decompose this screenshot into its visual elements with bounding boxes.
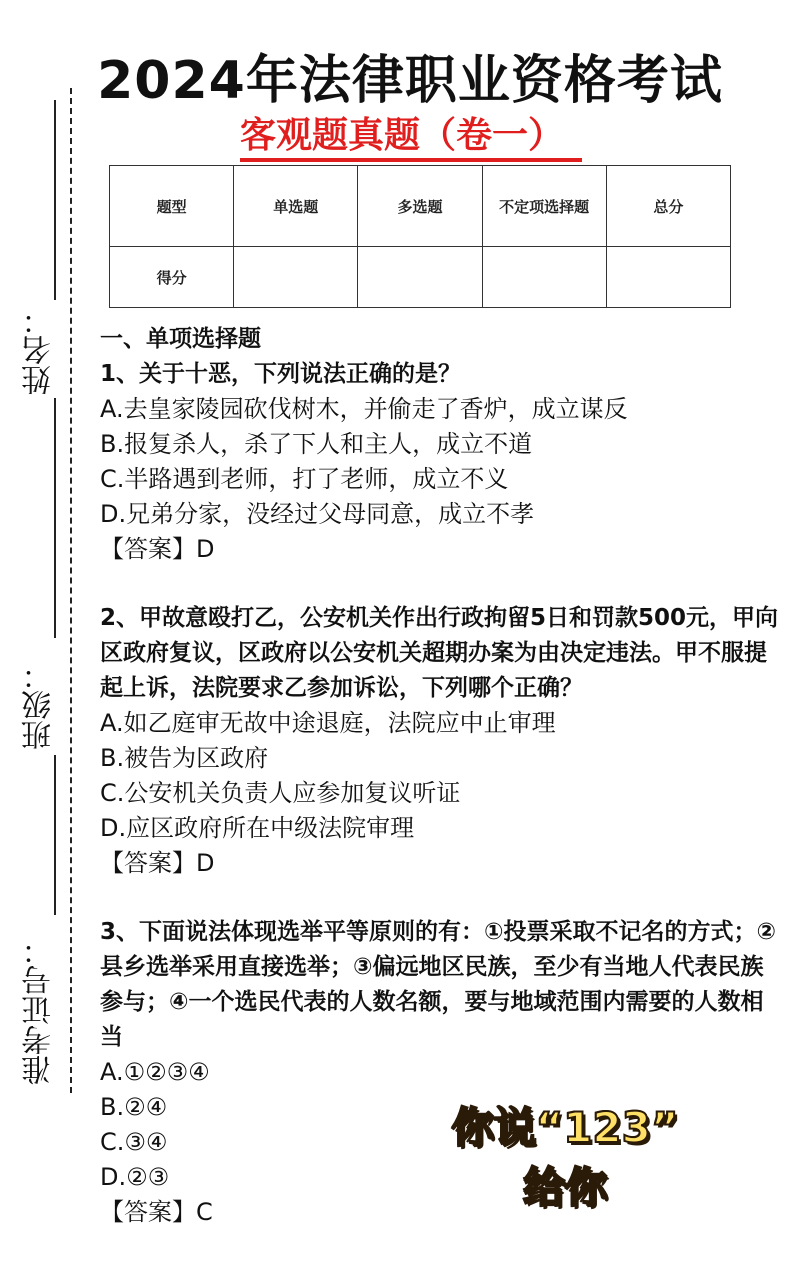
promo-overlay <box>415 1098 715 1218</box>
page-subtitle: 客观题真题（卷一） <box>240 114 582 162</box>
class-label: 班级： <box>22 660 57 750</box>
section-title: 一、单项选择题 <box>100 326 261 352</box>
score-cell: 不定项选择题 <box>482 166 606 247</box>
question-stem: 2、甲故意殴打乙，公安机关作出行政拘留5日和罚款500元，甲向区政府复议，区政府以公安机关超期办案为由决定违法。甲不服提起上诉，法院要求乙参加诉讼，下列哪个正确？ <box>100 605 779 701</box>
option: A.①②③④ <box>100 1058 210 1086</box>
option: A.去皇家陵园砍伐树木，并偷走了香炉，成立谋反 <box>100 395 628 423</box>
exam-id-label: 准考证号： <box>22 935 57 1085</box>
binding-dashed-line <box>70 88 72 1093</box>
score-cell: 题型 <box>110 166 234 247</box>
name-label: 姓名： <box>22 305 57 395</box>
promo-line-1: 你说“123” <box>451 1103 679 1152</box>
score-input-cell <box>482 247 606 308</box>
name-fill-line <box>54 100 56 300</box>
question-2 <box>100 601 780 881</box>
page-title: 2024年法律职业资格考试 <box>97 51 723 111</box>
option: C.半路遇到老师，打了老师，成立不义 <box>100 465 509 493</box>
question-1 <box>100 357 780 567</box>
promo-line-2: 给你 <box>522 1163 607 1212</box>
score-input-cell <box>234 247 358 308</box>
score-table <box>109 165 731 308</box>
score-cell: 总分 <box>606 166 730 247</box>
question-stem: 1、关于十恶，下列说法正确的是？ <box>100 361 462 387</box>
option: B.被告为区政府 <box>100 744 269 772</box>
name-fill-line-lower <box>54 398 56 638</box>
answer: 【答案】D <box>100 535 215 563</box>
answer: 【答案】D <box>100 849 215 877</box>
option: C.公安机关负责人应参加复议听证 <box>100 779 461 807</box>
question-stem: 3、下面说法体现选举平等原则的有：①投票采取不记名的方式；②县乡选举采用直接选举；③偏远地区民族，至少有当地人代表民族参与；④一个选民代表的人数名额，要与地域范围内需要的人数相当 <box>100 919 776 1050</box>
score-cell: 得分 <box>110 247 234 308</box>
answer: 【答案】C <box>100 1198 213 1226</box>
score-input-cell <box>358 247 482 308</box>
option: B.②④ <box>100 1093 168 1121</box>
option: B.报复杀人，杀了下人和主人，成立不道 <box>100 430 533 458</box>
score-cell: 多选题 <box>358 166 482 247</box>
question-content <box>100 322 780 1230</box>
score-input-cell <box>606 247 730 308</box>
score-table-score-row <box>110 247 731 308</box>
option: C.③④ <box>100 1128 168 1156</box>
score-cell: 单选题 <box>234 166 358 247</box>
option: A.如乙庭审无故中途退庭，法院应中止审理 <box>100 709 556 737</box>
class-fill-line <box>54 755 56 915</box>
score-table-header-row <box>110 166 731 247</box>
option: D.兄弟分家，没经过父母同意，成立不孝 <box>100 500 535 528</box>
option: D.②③ <box>100 1163 170 1191</box>
option: D.应区政府所在中级法院审理 <box>100 814 415 842</box>
